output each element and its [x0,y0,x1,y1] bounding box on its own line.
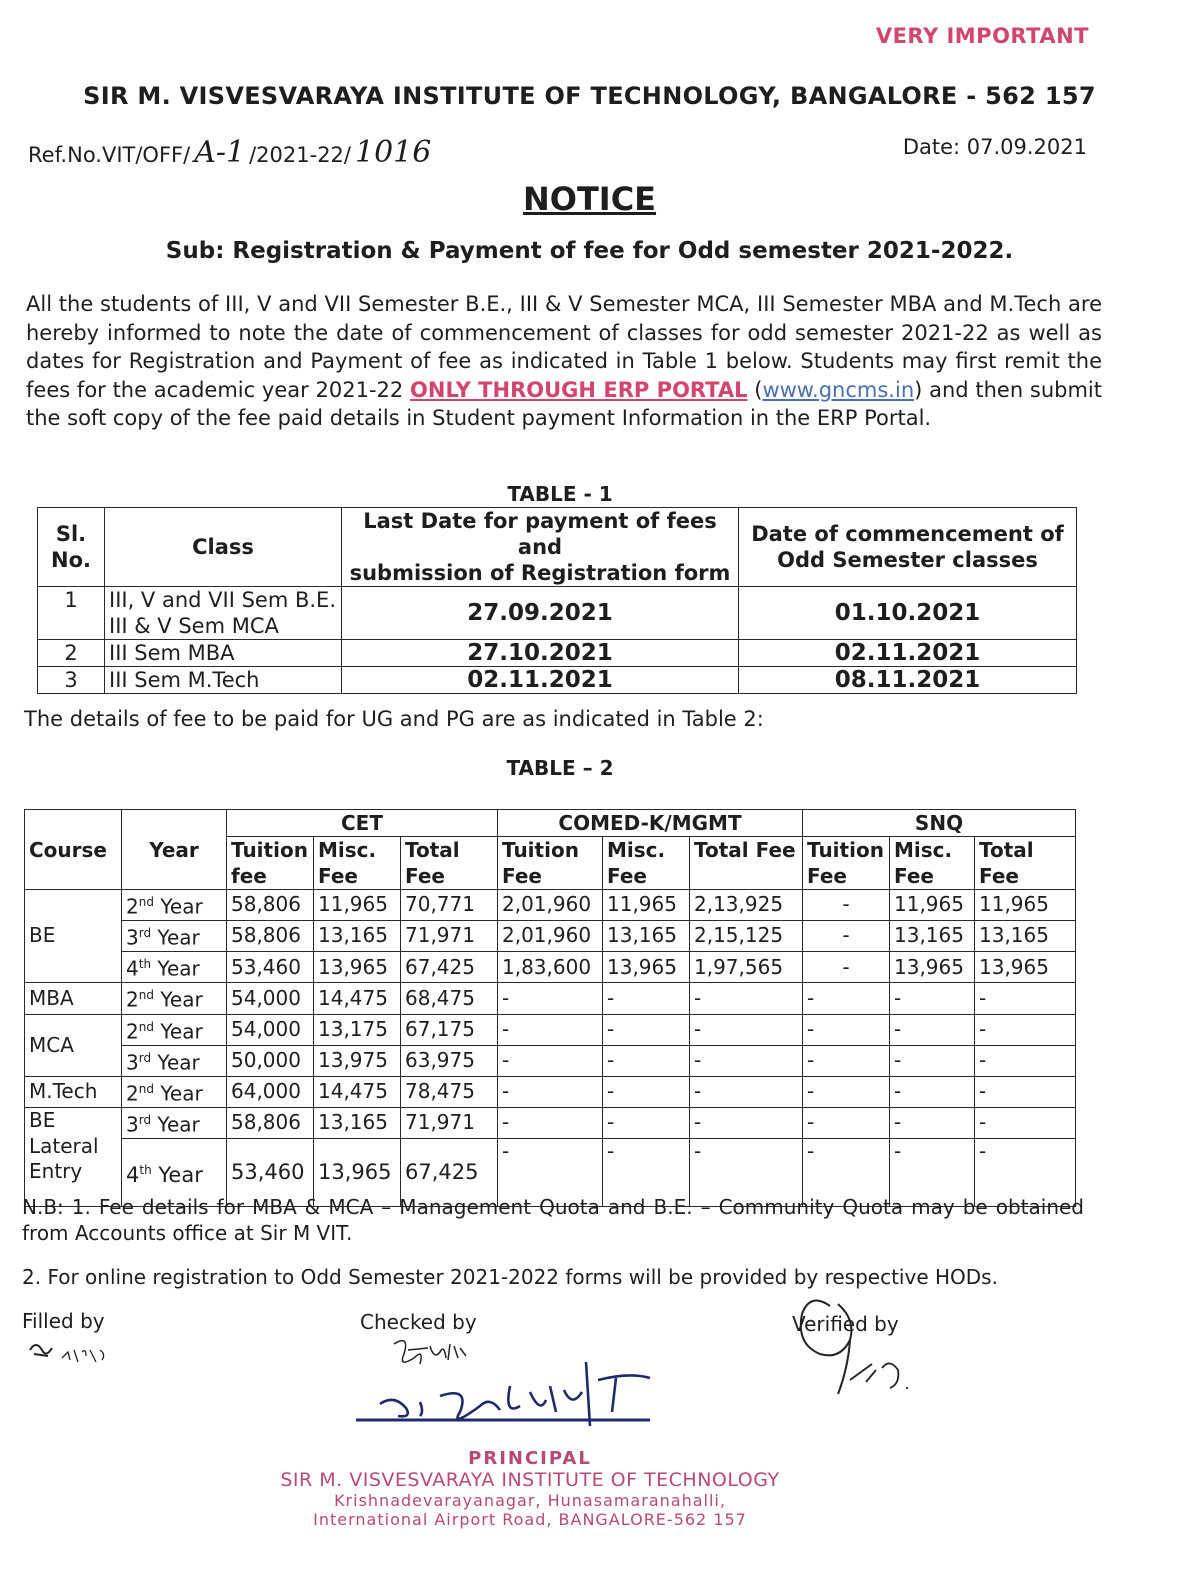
t2-header-cet: CET [227,810,498,837]
t1-commencement: 08.11.2021 [739,667,1077,694]
t2-comedk-total: Total Fee [690,837,803,890]
t2-cet-total-value: 63,975 [401,1045,498,1076]
t2-cet-misc-value: 14,475 [314,983,401,1014]
t2-cet-tuition-value: 64,000 [227,1076,314,1107]
t2-comedk-tuition [498,837,603,890]
filled-by-initials-icon [26,1338,116,1368]
verified-by-signature-icon [790,1284,940,1404]
t2-cet-tuition-value: 58,806 [227,921,314,952]
t1-header-class: Class [105,508,342,587]
notice-title: NOTICE [522,180,657,218]
t2-comedk-misc-value: 13,965 [603,952,690,983]
t2-cet-tuition [227,837,314,890]
t2-h-fee: Fee [894,864,934,888]
table1-schedule [37,507,1077,694]
t2-h-tuition: Tuition [231,838,308,862]
stamp-title: PRINCIPAL [468,1448,592,1469]
t2-bel-b: Lateral [29,1133,99,1158]
t2-comedk-misc-value: - [603,983,690,1014]
t2-comedk-tuition-value: - [498,1045,603,1076]
t2-comedk-total-value: 2,13,925 [690,890,803,921]
t1-class: III Sem M.Tech [105,667,342,694]
t2-comedk-misc-value: 13,165 [603,921,690,952]
t1-class-b: III & V Sem MCA [109,614,279,638]
t2-snq-tuition-value: - [803,921,890,952]
t2-snq-misc-value: - [890,1076,975,1107]
t2-h-total: Total [979,838,1034,862]
t2-h-tuition: Tuition [807,838,884,862]
t2-course-mca: MCA [25,1014,122,1076]
t2-cet-total-value: 71,971 [401,1108,498,1139]
t1-last-b: submission of Registration form [349,561,731,585]
body-text-1: All the students of III, V and VII Semester B.E., III & V Semester MCA, III Semester MBA and M.Tech are hereby informed to note the date of commencement of classes for odd semester 2021-22 as well as dates for Registration and Payment of fee as indicated in Table 1 below. Students may first remit the fees for the academic year 2021-22 [26,292,1102,402]
t1-sl-b: No. [51,548,91,572]
t2-cet-misc-value: 13,175 [314,1014,401,1045]
t2-comedk-total-value: 2,15,125 [690,921,803,952]
very-important-tag: VERY IMPORTANT [875,24,1089,48]
table-row [25,890,1076,921]
t1-last-date: 27.09.2021 [342,587,739,640]
t2-h-tuition: Tuition [502,838,579,862]
t2-comedk-misc-value: - [603,1139,690,1207]
table2-fee-details [24,809,1076,1207]
t2-year: 2nd Year [122,1014,227,1045]
t2-cet-total-value: 67,175 [401,1014,498,1045]
t2-cet-total-value: 67,425 [401,952,498,983]
t2-cet-total-value: 71,971 [401,921,498,952]
body-open-paren: ( [754,377,763,402]
t2-cet-tuition-value: 58,806 [227,890,314,921]
reference-number [28,135,435,170]
t2-comedk-tuition-value: - [498,983,603,1014]
t2-h-fee: Fee [405,864,445,888]
t1-last-date: 02.11.2021 [342,667,739,694]
t2-snq-misc-value: 13,165 [890,921,975,952]
t2-snq-misc-value: - [890,983,975,1014]
principal-signature-icon [350,1356,680,1456]
t2-year: 2nd Year [122,983,227,1014]
table-row [25,1045,1076,1076]
t2-comedk-total-value: - [690,1076,803,1107]
filled-by-label: Filled by [22,1309,105,1333]
table2-intro: The details of fee to be paid for UG and PG are as indicated in Table 2: [24,707,764,731]
t2-snq-total-value: - [975,1108,1076,1139]
t2-snq-tuition-value: - [803,983,890,1014]
t2-snq-total-value: 13,965 [975,952,1076,983]
t2-course-be: BE [25,890,122,983]
t2-comedk-total-value: 1,97,565 [690,952,803,983]
notice-body [26,290,1102,433]
t1-commencement: 01.10.2021 [739,587,1077,640]
erp-portal-emphasis: ONLY THROUGH ERP PORTAL [410,377,748,402]
t2-snq-misc-value: 13,965 [890,952,975,983]
t1-header-last-date [342,508,739,587]
t2-snq-total-value: - [975,1139,1076,1207]
t2-cet-misc-value: 14,475 [314,1076,401,1107]
stamp-line-2: Krishnadevarayanagar, Hunasamaranahalli, [334,1491,726,1510]
notice-subject: Sub: Registration & Payment of fee for Odd semester 2021-2022. [165,238,1014,264]
t2-course-be-lateral [25,1108,122,1207]
t2-snq-tuition-value: - [803,890,890,921]
t2-snq-tuition-value: - [803,1108,890,1139]
t2-year: 3rd Year [122,1108,227,1139]
t2-snq-misc-value: - [890,1139,975,1207]
t2-h-fee: Fee [979,864,1019,888]
t2-cet-misc-value: 13,975 [314,1045,401,1076]
t2-h-fee: Fee [607,864,647,888]
t2-header-comedk: COMED-K/MGMT [498,810,803,837]
t2-comedk-misc-value: - [603,1014,690,1045]
t2-cet-total [401,837,498,890]
table-row [25,952,1076,983]
t2-snq-tuition-value: - [803,952,890,983]
t2-snq-misc-value: - [890,1108,975,1139]
t2-cet-tuition-value: 54,000 [227,983,314,1014]
t2-h-misc: Misc. [607,838,666,862]
t2-comedk-total-value: - [690,1108,803,1139]
t1-sl: 3 [38,667,105,694]
t1-last-date: 27.10.2021 [342,640,739,667]
t2-snq-total-value: - [975,1076,1076,1107]
t2-year: 2nd Year [122,1076,227,1107]
t2-cet-tuition-value: 53,460 [227,952,314,983]
table2-caption: TABLE – 2 [506,756,614,780]
t2-snq-total-value: - [975,1045,1076,1076]
t2-year: 2nd Year [122,890,227,921]
t2-comedk-tuition-value: - [498,1139,603,1207]
t2-cet-total-value: 68,475 [401,983,498,1014]
t1-comm-a: Date of commencement of [751,522,1064,546]
t2-cet-total-value: 67,425 [401,1139,498,1207]
t1-sl: 2 [38,640,105,667]
table-row [25,1108,1076,1139]
t2-snq-total-value: - [975,1014,1076,1045]
note-2: 2. For online registration to Odd Semester 2021-2022 forms will be provided by respective HODs. [22,1265,998,1289]
t2-cet-misc-value: 11,965 [314,890,401,921]
t1-class [105,587,342,640]
t2-bel-c: Entry [29,1159,83,1184]
t2-snq-misc [890,837,975,890]
t1-sl-a: Sl. [55,522,87,546]
t1-sl: 1 [38,587,105,640]
t1-class: III Sem MBA [105,640,342,667]
t2-h-misc: Misc. [318,838,377,862]
body-text-2: ) and then submit the soft copy of the fee paid details in Student payment Information in the ERP Portal. [26,377,1103,430]
t1-comm-b: Odd Semester classes [777,548,1038,572]
t1-header-commencement [739,508,1077,587]
t2-header-course: Course [25,810,122,890]
t2-cet-misc [314,837,401,890]
t2-comedk-tuition-value: - [498,1076,603,1107]
t2-header-snq: SNQ [803,810,1076,837]
t2-snq-total-value: 11,965 [975,890,1076,921]
t2-snq-tuition-value: - [803,1139,890,1207]
table-row [25,1014,1076,1045]
t2-snq-tuition [803,837,890,890]
t2-comedk-misc [603,837,690,890]
table1-caption: TABLE - 1 [507,482,613,506]
t2-snq-misc-value: - [890,1014,975,1045]
t2-comedk-misc-value: - [603,1108,690,1139]
t2-year: 4th Year [122,1139,227,1207]
t2-h-fee: Fee [318,864,358,888]
t2-comedk-total-value: - [690,1045,803,1076]
t2-snq-misc-value: 11,965 [890,890,975,921]
t2-comedk-tuition-value: 2,01,960 [498,921,603,952]
table1-header-row [38,508,1077,587]
t2-comedk-tuition-value: - [498,1108,603,1139]
stamp-line-3: International Airport Road, BANGALORE-562 157 [313,1510,747,1529]
t2-h-misc: Misc. [894,838,953,862]
t2-cet-tuition-value: 53,460 [227,1139,314,1207]
t2-h-fee: fee [231,864,267,888]
t2-cet-misc-value: 13,965 [314,1139,401,1207]
t2-comedk-misc-value: - [603,1045,690,1076]
table-row [38,587,1077,640]
table-row [38,667,1077,694]
table-row [38,640,1077,667]
note-1: N.B: 1. Fee details for MBA & MCA – Management Quota and B.E. – Community Quota may be obtained from Accounts office at Sir M VIT. [22,1195,1084,1245]
t2-snq-misc-value: - [890,1045,975,1076]
t2-comedk-total-value: - [690,1014,803,1045]
t2-comedk-tuition-value: 1,83,600 [498,952,603,983]
t2-snq-tuition-value: - [803,1076,890,1107]
t2-snq-total-value: 13,165 [975,921,1076,952]
t2-course-mtech: M.Tech [25,1076,122,1107]
t1-class-a: III, V and VII Sem B.E. [109,588,336,612]
t2-comedk-total-value: - [690,1139,803,1207]
table2-header-row-1 [25,810,1076,837]
principal-stamp [240,1448,820,1529]
ref-handwritten-number: 1016 [355,135,432,170]
t2-header-year: Year [122,810,227,890]
ref-prefix: Ref.No.VIT/OFF/ [28,143,191,167]
erp-portal-link[interactable]: www.gncms.in [762,377,915,402]
t2-year: 3rd Year [122,1045,227,1076]
t2-comedk-misc-value: - [603,1076,690,1107]
t2-snq-total-value: - [975,983,1076,1014]
t2-year: 4th Year [122,952,227,983]
t2-h-total: Total [405,838,460,862]
t2-cet-total-value: 78,475 [401,1076,498,1107]
t2-cet-misc-value: 13,165 [314,921,401,952]
table-row [25,983,1076,1014]
t2-snq-total [975,837,1076,890]
t2-snq-tuition-value: - [803,1014,890,1045]
notice-date: Date: 07.09.2021 [902,135,1087,159]
t2-snq-tuition-value: - [803,1045,890,1076]
t2-h-fee: Fee [502,864,542,888]
ref-handwritten-series: A-1 [194,135,246,170]
t1-header-sl [38,508,105,587]
t2-cet-misc-value: 13,965 [314,952,401,983]
t2-comedk-tuition-value: - [498,1014,603,1045]
t2-comedk-tuition-value: 2,01,960 [498,890,603,921]
table-row [25,921,1076,952]
t2-comedk-total-value: - [690,983,803,1014]
t2-comedk-misc-value: 11,965 [603,890,690,921]
institute-heading: SIR M. VISVESVARAYA INSTITUTE OF TECHNOLOGY, BANGALORE - 562 157 [83,82,1096,110]
ref-middle: /2021-22/ [249,143,351,167]
t1-last-a: Last Date for payment of fees and [363,509,717,559]
t2-cet-total-value: 70,771 [401,890,498,921]
t2-cet-tuition-value: 58,806 [227,1108,314,1139]
stamp-line-1: SIR M. VISVESVARAYA INSTITUTE OF TECHNOLOGY [280,1469,780,1491]
t2-h-fee: Fee [807,864,847,888]
t2-cet-tuition-value: 50,000 [227,1045,314,1076]
t1-commencement: 02.11.2021 [739,640,1077,667]
t2-year: 3rd Year [122,921,227,952]
t2-cet-tuition-value: 54,000 [227,1014,314,1045]
verified-by-label: Verified by [792,1312,899,1336]
t2-course-mba: MBA [25,983,122,1014]
table-row [25,1076,1076,1107]
checked-by-label: Checked by [360,1310,477,1334]
t2-bel-a: BE [29,1108,56,1133]
t2-cet-misc-value: 13,165 [314,1108,401,1139]
